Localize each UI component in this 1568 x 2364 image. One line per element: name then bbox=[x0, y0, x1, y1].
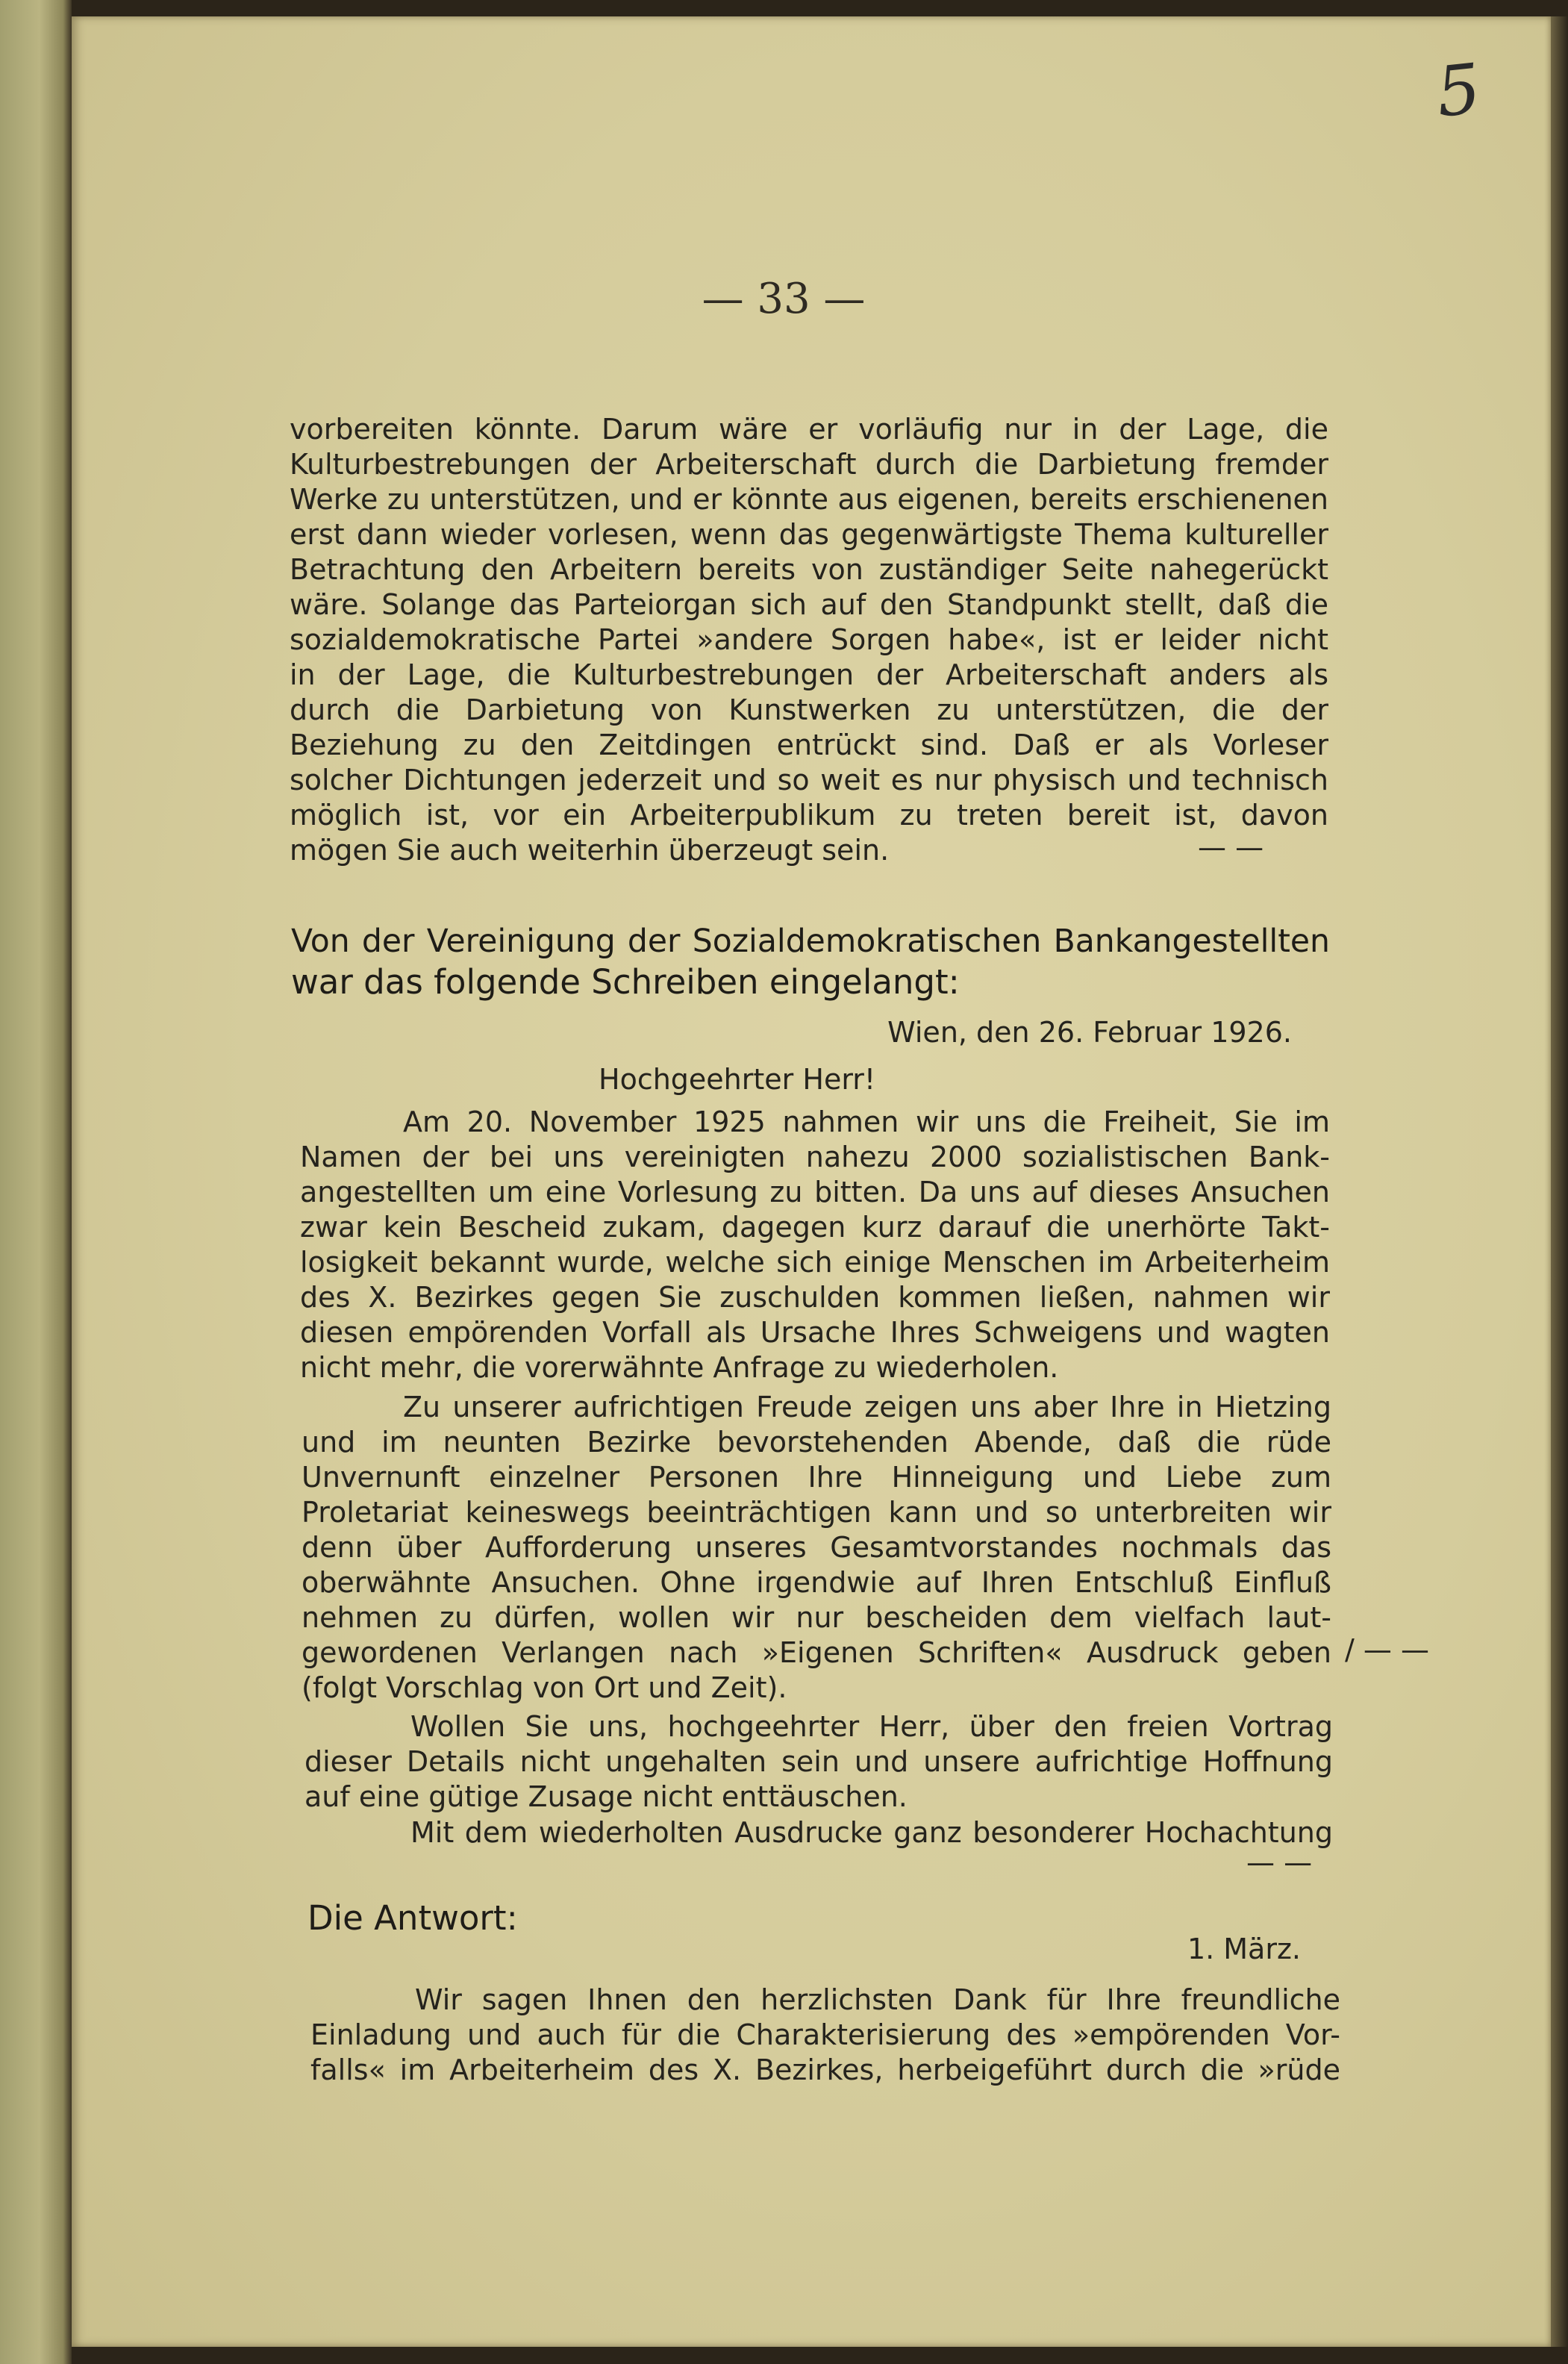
text-line: Wollen Sie uns, hochgeehrter Herr, über den freien Vortrag bbox=[410, 1710, 1333, 1743]
text-line: losigkeit bekannt wurde, welche sich einige Menschen im Arbeiterheim bbox=[300, 1246, 1330, 1279]
text-line: nehmen zu dürfen, wollen wir nur bescheiden dem vielfach laut- bbox=[302, 1601, 1331, 1634]
letter-closing: Mit dem wiederholten Ausdrucke ganz besonderer Hochachtung bbox=[410, 1816, 1333, 1849]
heading-line: war das folgende Schreiben eingelangt: bbox=[291, 962, 960, 1002]
text-line: möglich ist, vor ein Arbeiterpublikum zu treten bereit ist, davon bbox=[290, 799, 1328, 832]
text-line: Werke zu unterstützen, und er könnte aus eigenen, bereits erschienenen bbox=[290, 483, 1328, 516]
page-right-edge bbox=[1551, 16, 1568, 2347]
letter-date: Wien, den 26. Februar 1926. bbox=[887, 1016, 1292, 1049]
text-line: solcher Dichtungen jederzeit und so weit es nur physisch und technisch bbox=[290, 764, 1328, 796]
text-line: Zu unserer aufrichtigen Freude zeigen uns aber Ihre in Hietzing bbox=[403, 1391, 1331, 1423]
text-line: Einladung und auch für die Charakterisierung des »empörenden Vor- bbox=[310, 2018, 1340, 2051]
text-line: angestellten um eine Vorlesung zu bitten. Da uns auf dieses Ansuchen bbox=[300, 1176, 1330, 1208]
page-number: — 33 — bbox=[702, 275, 866, 323]
margin-mark: / — — bbox=[1345, 1633, 1429, 1666]
answer-date: 1. März. bbox=[1187, 1933, 1301, 1965]
text-line: falls« im Arbeiterheim des X. Bezirkes, herbeigeführt durch die »rüde bbox=[310, 2053, 1340, 2086]
text-line: oberwähnte Ansuchen. Ohne irgendwie auf Ihren Entschluß Einfluß bbox=[302, 1566, 1331, 1599]
text-line: und im neunten Bezirke bevorstehenden Abende, daß die rüde bbox=[302, 1426, 1331, 1459]
text-line: sozialdemokratische Partei »andere Sorgen habe«, ist er leider nicht bbox=[290, 623, 1328, 656]
text-line: denn über Aufforderung unseres Gesamtvorstandes nochmals das bbox=[302, 1531, 1331, 1564]
heading-line: Von der Vereinigung der Sozialdemokratischen Bankangestellten bbox=[291, 923, 1330, 960]
text-line: erst dann wieder vorlesen, wenn das gegenwärtigste Thema kultureller bbox=[290, 518, 1328, 551]
text-line: Betrachtung den Arbeitern bereits von zuständiger Seite nahegerückt bbox=[290, 553, 1328, 586]
letter-salutation: Hochgeehrter Herr! bbox=[599, 1063, 876, 1096]
text-line: Kulturbestrebungen der Arbeiterschaft durch die Darbietung fremder bbox=[290, 448, 1328, 481]
text-line: wäre. Solange das Parteiorgan sich auf den Standpunkt stellt, daß die bbox=[290, 588, 1328, 621]
pencil-page-number: 5 bbox=[1432, 49, 1484, 133]
previous-page-edge bbox=[0, 0, 72, 2364]
end-dash: — — bbox=[1198, 831, 1264, 864]
text-line: in der Lage, die Kulturbestrebungen der Arbeiterschaft anders als bbox=[290, 658, 1328, 691]
closing-dash: — — bbox=[1246, 1846, 1313, 1879]
text-line: durch die Darbietung von Kunstwerken zu unterstützen, die der bbox=[290, 693, 1328, 726]
text-line: Wir sagen Ihnen den herzlichsten Dank für Ihre freundliche bbox=[415, 1983, 1340, 2016]
text-line: auf eine gütige Zusage nicht enttäuschen. bbox=[304, 1780, 908, 1813]
text-line: dieser Details nicht ungehalten sein und unsere aufrichtige Hoffnung bbox=[304, 1745, 1333, 1778]
text-line: diesen empörenden Vorfall als Ursache Ihres Schweigens und wagten bbox=[300, 1316, 1330, 1349]
text-line: nicht mehr, die vorerwähnte Anfrage zu wiederholen. bbox=[300, 1351, 1059, 1384]
text-line: mögen Sie auch weiterhin überzeugt sein. bbox=[290, 834, 890, 867]
text-line: Namen der bei uns vereinigten nahezu 2000 sozialistischen Bank- bbox=[300, 1141, 1330, 1173]
text-line: zwar kein Bescheid zukam, dagegen kurz darauf die unerhörte Takt- bbox=[300, 1211, 1330, 1244]
text-line: Beziehung zu den Zeitdingen entrückt sind. Daß er als Vorleser bbox=[290, 729, 1328, 761]
answer-heading: Die Antwort: bbox=[307, 1898, 518, 1938]
text-line: des X. Bezirkes gegen Sie zuschulden kommen ließen, nahmen wir bbox=[300, 1281, 1330, 1314]
text-line: (folgt Vorschlag von Ort und Zeit). bbox=[302, 1671, 787, 1704]
text-line: Am 20. November 1925 nahmen wir uns die Freiheit, Sie im bbox=[403, 1105, 1330, 1138]
text-line: Unvernunft einzelner Personen Ihre Hinneigung und Liebe zum bbox=[302, 1461, 1331, 1494]
text-line: vorbereiten könnte. Darum wäre er vorläufig nur in der Lage, die bbox=[290, 413, 1328, 446]
text-line: gewordenen Verlangen nach »Eigenen Schriften« Ausdruck geben bbox=[302, 1636, 1331, 1669]
text-line: Proletariat keineswegs beeinträchtigen kann und so unterbreiten wir bbox=[302, 1496, 1331, 1529]
